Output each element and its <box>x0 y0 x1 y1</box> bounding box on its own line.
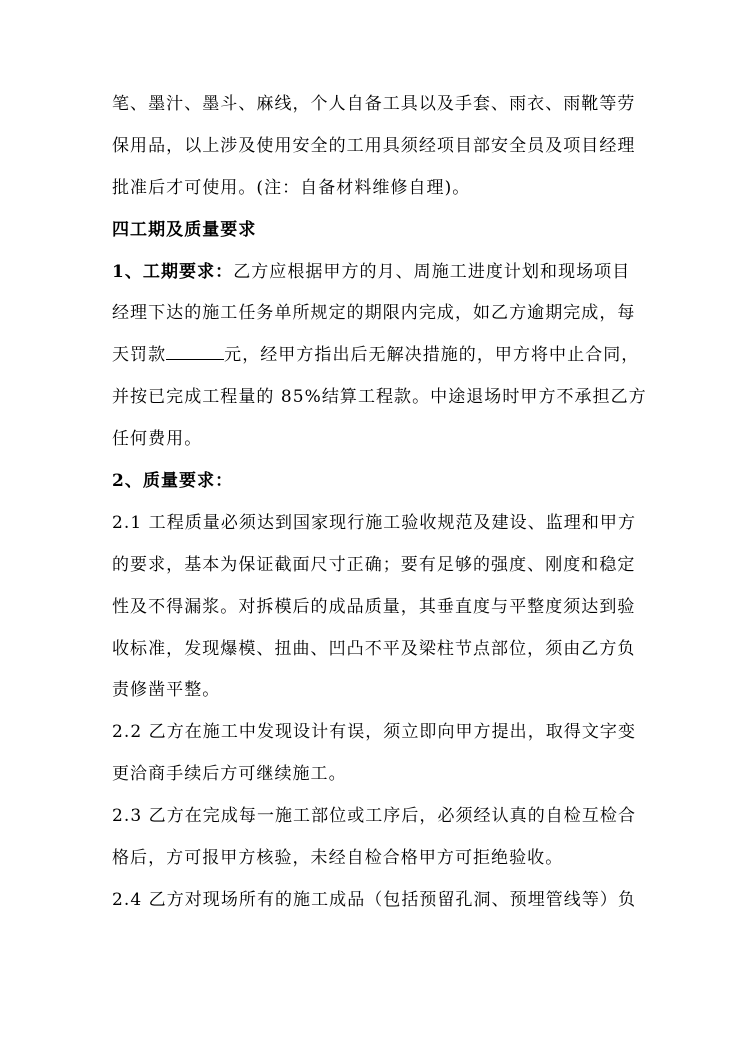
paragraph-line: 的要求，基本为保证截面尺寸正确；要有足够的强度、刚度和稳定 <box>112 554 636 575</box>
penalty-text-end: 元，经甲方指出后无解决措施的，甲方将中止合同， <box>224 345 640 366</box>
penalty-amount-blank <box>166 343 224 360</box>
paragraph-line: 格后，方可报甲方核验，未经自检合格甲方可拒绝验收。 <box>112 848 564 869</box>
paragraph-line: 经理下达的施工任务单所规定的期限内完成，如乙方逾期完成，每 <box>112 303 636 324</box>
paragraph-line: 收标准，发现爆模、扭曲、凹凸不平及梁柱节点部位，须由乙方负 <box>112 638 636 659</box>
subsection-heading: 2、质量要求： <box>112 471 234 492</box>
paragraph-line: 更洽商手续后方可继续施工。 <box>112 764 347 785</box>
document-page <box>112 92 647 930</box>
paragraph-line: 2.1 工程质量必须达到国家现行施工验收规范及建设、监理和甲方 <box>112 512 636 533</box>
paragraph-line: 任何费用。 <box>112 429 203 450</box>
paragraph-line: 性及不得漏浆。对拆模后的成品质量，其垂直度与平整度须达到验 <box>112 596 636 617</box>
section-heading: 四工期及质量要求 <box>112 219 257 240</box>
paragraph-line: 批准后才可使用。(注：自备材料维修自理)。 <box>112 177 471 198</box>
paragraph-line: 2.3 乙方在完成每一施工部位或工序后，必须经认真的自检互检合 <box>112 806 636 827</box>
penalty-text-start: 天罚款 <box>112 345 167 366</box>
paragraph-line <box>112 260 640 284</box>
paragraph-line: 2.4 乙方对现场所有的施工成品（包括预留孔洞、预埋管线等）负 <box>112 889 636 910</box>
clause-label: 1、工期要求： <box>112 261 234 282</box>
paragraph-line: 保用品，以上涉及使用安全的工用具须经项目部安全员及项目经理 <box>112 135 636 156</box>
paragraph-line: 责修凿平整。 <box>112 680 221 701</box>
paragraph-line: 笔、墨汁、墨斗、麻线，个人自备工具以及手套、雨衣、雨靴等劳 <box>112 94 636 114</box>
paragraph-line: 并按已完成工程量的 85%结算工程款。中途退场时甲方不承担乙方 <box>112 387 647 408</box>
clause-text: 乙方应根据甲方的月、周施工进度计划和现场项目 <box>233 261 631 282</box>
paragraph-line <box>112 343 640 367</box>
paragraph-line: 2.2 乙方在施工中发现设计有误，须立即向甲方提出，取得文字变 <box>112 722 636 743</box>
